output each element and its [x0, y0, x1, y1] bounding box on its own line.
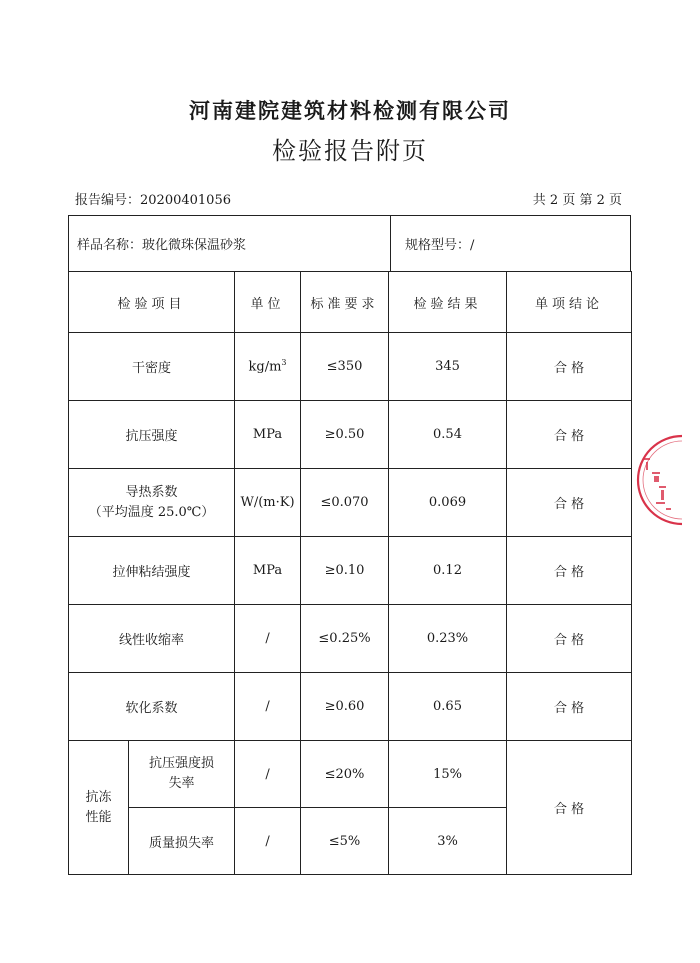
- result-cell: 345: [389, 333, 507, 401]
- unit-cell: [235, 333, 301, 401]
- frost-group-line1: 抗冻: [85, 789, 112, 805]
- result-cell: 0.23%: [389, 605, 507, 673]
- table-row: [69, 401, 632, 469]
- item-line2: 失率: [168, 776, 195, 791]
- item-cell: 线性收缩率: [69, 605, 235, 673]
- requirement-cell: ≤20%: [301, 741, 389, 808]
- page-count: 共 2 页 第 2 页: [532, 193, 622, 208]
- conclusion-cell: 合 格: [507, 401, 632, 469]
- unit-cell: MPa: [235, 401, 301, 469]
- test-results-table: [68, 271, 632, 875]
- requirement-cell: ≤350: [301, 333, 389, 401]
- header-requirement: 标准要求: [301, 272, 389, 333]
- result-cell: 3%: [389, 808, 507, 875]
- result-cell: 0.069: [389, 469, 507, 537]
- unit-cell: /: [235, 741, 301, 808]
- sample-name-label: 样品名称：: [77, 238, 143, 253]
- unit-cell: /: [235, 673, 301, 741]
- conclusion-cell: 合 格: [507, 605, 632, 673]
- conclusion-cell: 合 格: [507, 469, 632, 537]
- item-cell: 干密度: [69, 333, 235, 401]
- unit-cell: MPa: [235, 537, 301, 605]
- requirement-cell: ≤5%: [301, 808, 389, 875]
- requirement-cell: ≤0.070: [301, 469, 389, 537]
- document-title: 检验报告附页: [272, 137, 428, 165]
- company-name: 河南建院建筑材料检测有限公司: [189, 99, 511, 123]
- table-row: [69, 605, 632, 673]
- seal-stamp-icon: [626, 432, 682, 528]
- result-cell: 0.65: [389, 673, 507, 741]
- requirement-cell: ≥0.50: [301, 401, 389, 469]
- item-cell: [129, 741, 235, 808]
- unit-superscript: 3: [281, 358, 287, 368]
- table-row: [69, 537, 632, 605]
- unit-text: kg/m: [248, 359, 282, 375]
- header-unit: 单位: [235, 272, 301, 333]
- header-result: 检验结果: [389, 272, 507, 333]
- report-number-label: 报告编号：: [75, 193, 141, 208]
- item-line1: 抗压强度损: [149, 756, 215, 771]
- report-number-value: 20200401056: [140, 193, 231, 208]
- header-item: 检验项目: [69, 272, 235, 333]
- item-cell: [69, 469, 235, 537]
- table-row: [69, 333, 632, 401]
- unit-cell: W/(m·K): [235, 469, 301, 537]
- item-cell: 软化系数: [69, 673, 235, 741]
- unit-cell: /: [235, 808, 301, 875]
- conclusion-cell: 合 格: [507, 537, 632, 605]
- unit-cell: /: [235, 605, 301, 673]
- item-cell: 拉伸粘结强度: [69, 537, 235, 605]
- requirement-cell: ≥0.10: [301, 537, 389, 605]
- spec-label: 规格型号：: [405, 238, 471, 253]
- table-header-row: [69, 272, 632, 333]
- frost-conclusion-cell: 合 格: [507, 741, 632, 875]
- sample-info-row: [68, 215, 631, 271]
- requirement-cell: ≤0.25%: [301, 605, 389, 673]
- item-cell: 抗压强度: [69, 401, 235, 469]
- table-row: [69, 741, 632, 808]
- frost-group-line2: 性能: [85, 809, 112, 825]
- result-cell: 15%: [389, 741, 507, 808]
- item-condition: （平均温度 25.0℃）: [88, 504, 215, 520]
- spec-cell: [391, 234, 474, 253]
- conclusion-cell: 合 格: [507, 673, 632, 741]
- conclusion-cell: 合 格: [507, 333, 632, 401]
- table-row: [69, 469, 632, 537]
- report-number: [75, 189, 231, 208]
- spec-value: /: [470, 238, 475, 253]
- header-conclusion: 单项结论: [507, 272, 632, 333]
- sample-name-cell: [69, 216, 391, 271]
- sample-name-value: 玻化微珠保温砂浆: [142, 238, 247, 253]
- item-cell: 质量损失率: [129, 808, 235, 875]
- requirement-cell: ≥0.60: [301, 673, 389, 741]
- frost-group-cell: [69, 741, 129, 875]
- table-row: [69, 673, 632, 741]
- result-cell: 0.54: [389, 401, 507, 469]
- result-cell: 0.12: [389, 537, 507, 605]
- item-name: 导热系数: [125, 484, 178, 500]
